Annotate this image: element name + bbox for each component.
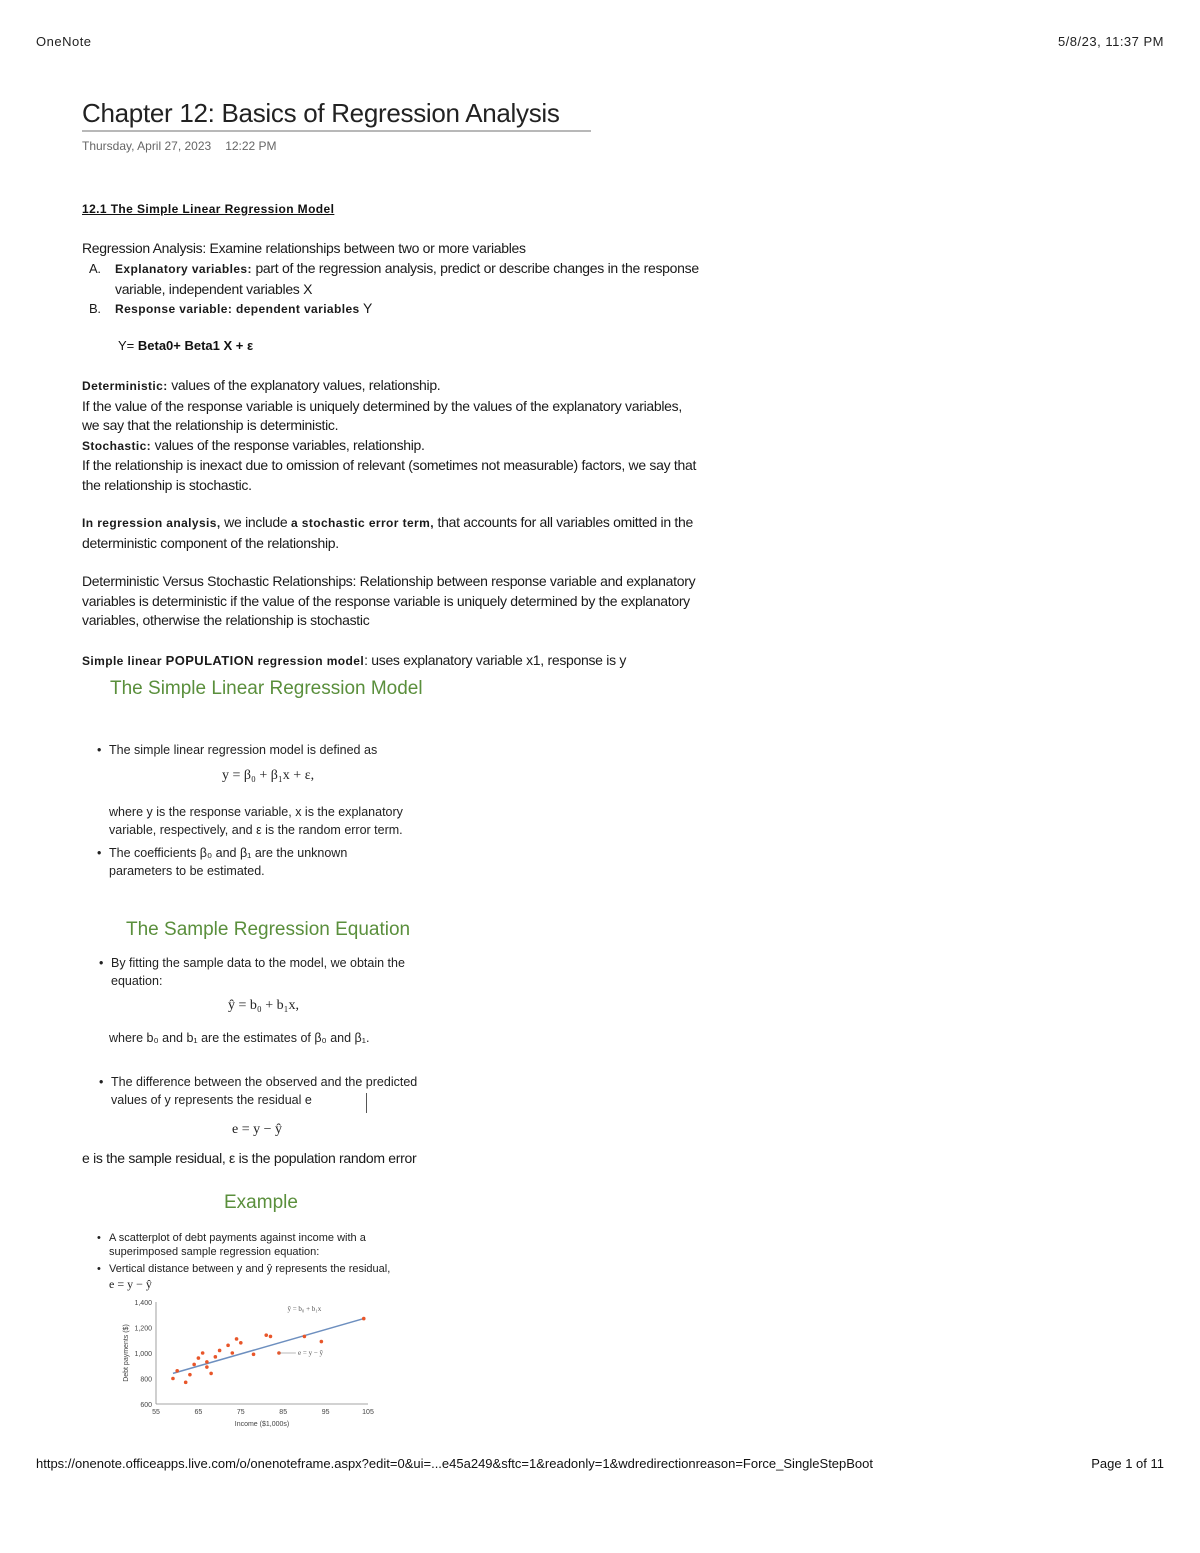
- bullet-dot-icon: •: [99, 956, 104, 970]
- list-item: [82, 299, 702, 320]
- slide-bullet: [97, 844, 409, 880]
- list-item-label: Explanatory variables:: [115, 262, 252, 276]
- list-item-text: Y: [359, 300, 372, 316]
- data-point: [201, 1351, 205, 1355]
- data-point: [171, 1377, 175, 1381]
- data-point: [362, 1317, 366, 1321]
- regression-error-term-paragraph: [82, 513, 702, 553]
- deterministic-text: values of the explanatory values, relationship.: [167, 377, 441, 393]
- data-point: [197, 1356, 201, 1360]
- residual-note: e is the sample residual, ε is the population random error: [82, 1150, 417, 1166]
- stochastic-detail: If the relationship is inexact due to omission of relevant (sometimes not measurable) factors, we say that the relationship is stochastic.: [82, 457, 697, 493]
- data-point: [320, 1340, 324, 1344]
- data-point: [303, 1335, 307, 1339]
- data-point: [205, 1365, 209, 1369]
- bullet-dot-icon: •: [97, 1232, 101, 1244]
- slide-bullet-text: Vertical distance between y and ŷ represents the residual,: [109, 1263, 391, 1275]
- section-heading: 12.1 The Simple Linear Regression Model: [82, 202, 335, 216]
- deterministic-label: Deterministic:: [82, 379, 168, 393]
- slp-bold-2: POPULATION: [165, 653, 254, 668]
- data-point: [235, 1337, 239, 1341]
- list-marker: A.: [89, 261, 101, 276]
- list-item: [82, 259, 702, 299]
- slide-bullet-text: The difference between the observed and the predicted values of y represents the residual e: [111, 1075, 418, 1107]
- data-point: [252, 1352, 256, 1356]
- slide-bullet-text: A scatterplot of debt payments against income with a superimposed sample regression equation:: [109, 1232, 366, 1258]
- print-date: 5/8/23, 11:37 PM: [1057, 34, 1164, 49]
- slide-bullet: [99, 954, 451, 990]
- scatter-chart: [110, 1292, 380, 1432]
- slide-equation: ŷ = b₀ + b₁x,: [228, 998, 300, 1013]
- line-label: ŷ = b₀ + b₁x: [287, 1304, 322, 1313]
- slide-equation: y = β₀ + β₁x + ε,: [222, 768, 315, 783]
- y-tick-label: 1,000: [134, 1351, 152, 1358]
- slide-bullet: [99, 1073, 431, 1109]
- data-point: [192, 1363, 196, 1367]
- y-tick-label: 600: [140, 1402, 152, 1409]
- slide-equation: e = y − ŷ: [232, 1122, 283, 1137]
- bullet-dot-icon: •: [97, 846, 102, 860]
- footer-page-number: Page 1 of 11: [1091, 1456, 1164, 1471]
- regression-analysis-line: Regression Analysis: Examine relationships between two or more variables: [82, 240, 526, 256]
- list-item-text: part of the regression analysis, predict or describe changes in the response variable, independent variables X: [115, 260, 699, 297]
- data-point: [269, 1335, 273, 1339]
- text-cursor: [366, 1093, 367, 1113]
- slide-title: The Sample Regression Equation: [126, 919, 411, 940]
- simple-linear-population-line: [82, 651, 626, 672]
- slide-equation: e = y − ŷ: [109, 1277, 152, 1291]
- x-tick-label: 105: [362, 1409, 374, 1416]
- list-item-label: Response variable: dependent variables: [115, 302, 360, 316]
- variables-list: [82, 259, 702, 320]
- list-marker: B.: [89, 301, 101, 316]
- regression-mid: we include: [220, 514, 291, 530]
- stochastic-text: values of the response variables, relationship.: [151, 436, 425, 453]
- slide-bullet: [97, 741, 378, 759]
- stochastic-label: Stochastic:: [82, 438, 152, 453]
- title-divider: [82, 130, 591, 132]
- slide-bullet: [97, 1262, 419, 1276]
- regression-bold: a stochastic error term,: [290, 516, 434, 530]
- slide-bullet-text: By fitting the sample data to the model, we obtain the equation:: [111, 956, 405, 988]
- slide-bullet-text: The simple linear regression model is defined as: [109, 743, 378, 757]
- chart-marks: [171, 1305, 365, 1384]
- page-time-text: 12:22 PM: [225, 139, 277, 153]
- x-tick-label: 95: [321, 1409, 330, 1416]
- data-point: [264, 1333, 268, 1337]
- bullet-dot-icon: •: [99, 1075, 104, 1089]
- formula-body: Beta0+ Beta1 X + ε: [134, 338, 254, 353]
- data-point: [214, 1355, 218, 1359]
- regression-line: [173, 1319, 364, 1374]
- bullet-dot-icon: •: [97, 1263, 101, 1275]
- regression-formula: [118, 338, 253, 353]
- regression-prefix: In regression analysis,: [82, 516, 221, 530]
- slide-text: where b₀ and b₁ are the estimates of β₀ and β₁.: [109, 1031, 370, 1045]
- y-tick-label: 1,400: [134, 1300, 152, 1307]
- data-point: [209, 1372, 213, 1376]
- data-point: [226, 1344, 230, 1348]
- deterministic-block: [82, 376, 702, 495]
- x-tick-label: 85: [279, 1409, 288, 1416]
- data-point: [184, 1381, 188, 1385]
- y-tick-label: 800: [140, 1376, 152, 1384]
- slide-title: Example: [224, 1192, 298, 1213]
- data-point: [218, 1349, 222, 1353]
- footer-url[interactable]: https://onenote.officeapps.live.com/o/onenoteframe.aspx?edit=0&ui=...e45a249&sftc=1&readonly=1&wdredirectionreason=Force_SingleStepBoot: [36, 1456, 874, 1471]
- x-tick-label: 65: [194, 1409, 203, 1416]
- deterministic-detail: If the value of the response variable is uniquely determined by the values of the explanatory variables, we say that the relationship is deterministic.: [82, 397, 682, 433]
- data-point: [205, 1360, 209, 1364]
- data-point: [239, 1341, 243, 1345]
- x-axis-label: Income ($1,000s): [234, 1421, 290, 1428]
- y-tick-label: 1,200: [134, 1325, 152, 1333]
- formula-prefix: Y=: [118, 338, 135, 353]
- slp-bold-3: regression model: [253, 654, 365, 668]
- deterministic-vs-stochastic-paragraph: Deterministic Versus Stochastic Relationships: Relationship between response variable and explanatory variables is deterministic if the value of the response variable is uniquely determined by the explanatory variables, otherwise the relationship is stochastic: [82, 573, 696, 628]
- slide-title: The Simple Linear Regression Model: [110, 678, 423, 699]
- slide-bullet: [97, 1231, 399, 1259]
- slp-bold-1: Simple linear: [82, 654, 166, 668]
- y-axis-label: Debt payments ($): [123, 1324, 130, 1382]
- data-point: [175, 1369, 179, 1373]
- data-point: [231, 1351, 235, 1355]
- x-tick-label: 75: [236, 1409, 245, 1416]
- slide-bullet-text: The coefficients β₀ and β₁ are the unknown parameters to be estimated.: [109, 846, 348, 878]
- page-title: Chapter 12: Basics of Regression Analysis: [82, 98, 560, 128]
- slp-rest: : uses explanatory variable x1, response is y: [364, 652, 627, 668]
- bullet-dot-icon: •: [97, 743, 102, 757]
- x-tick-label: 55: [152, 1409, 160, 1416]
- page-date-text: Thursday, April 27, 2023: [82, 139, 212, 153]
- regression-rest: that accounts for all variables omitted in the deterministic component of the relationship.: [82, 514, 693, 551]
- slide-text: where y is the response variable, x is the explanatory variable, respectively, and ε is the random error term.: [109, 805, 403, 837]
- page-date: [82, 139, 291, 153]
- data-point: [188, 1373, 192, 1377]
- residual-label: e = y − ŷ: [298, 1348, 324, 1357]
- chart-axes: [123, 1300, 374, 1428]
- app-name: OneNote: [36, 34, 92, 49]
